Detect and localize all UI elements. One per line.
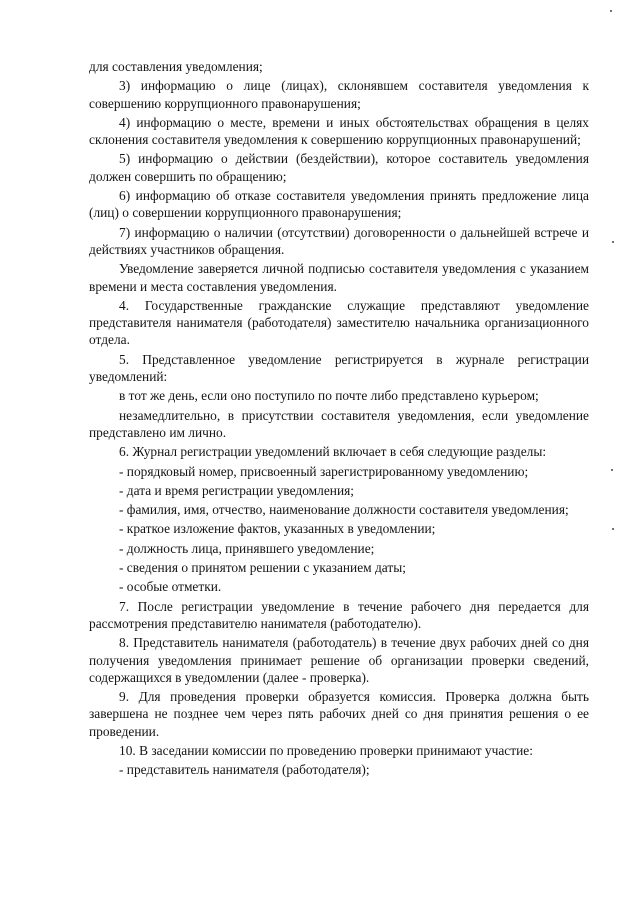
document-body: [89, 58, 589, 781]
list-item-datetime: - дата и время регистрации уведомления;: [119, 482, 354, 498]
list-item-employer-representative: - представитель нанимателя (работодателя);: [119, 762, 370, 778]
paragraph-clause-4: 4. Государственные гражданские служащие представляют уведомление представителя нанимателя (работодателя) заместителю начальника организационного отдела.: [89, 297, 589, 348]
paragraph-clause-5-mail: в тот же день, если оно поступило по почте либо представлено курьером;: [119, 388, 539, 404]
list-item-number: - порядковый номер, присвоенный зарегистрированному уведомлению;: [119, 463, 529, 479]
list-item-receiver-position: - должность лица, принявшего уведомление;: [119, 540, 375, 556]
list-item-decision: - сведения о принятом решении с указанием даты;: [119, 560, 406, 576]
scan-speck: [611, 469, 613, 471]
paragraph-item-5: 5) информацию о действии (бездействии), которое составитель уведомления должен совершить по обращению;: [89, 151, 589, 184]
paragraph-item-6: 6) информацию об отказе составителя уведомления принять предложение лица (лиц) о совершении коррупционного правонарушения;: [89, 188, 589, 221]
paragraph-item-3: 3) информацию о лице (лицах), склонявшем составителя уведомления к совершению коррупционного правонарушения;: [89, 78, 589, 111]
scan-speck: [610, 10, 612, 12]
paragraph-continuation: для составления уведомления;: [89, 59, 263, 74]
paragraph-clause-8: 8. Представитель нанимателя (работодатель) в течение двух рабочих дней со дня получения уведомления принимает решение об организации проверки сведений, содержащихся в уведомлении (далее - проверка).: [89, 635, 589, 685]
paragraph-clause-7: 7. После регистрации уведомление в течение рабочего дня передается для рассмотрения представителю нанимателя (работодателю).: [89, 598, 589, 631]
list-item-facts: - краткое изложение фактов, указанных в уведомлении;: [119, 521, 436, 537]
paragraph-clause-5-personal: незамедлительно, в присутствии составителя уведомления, если уведомление представлено им лично.: [89, 407, 589, 440]
scan-speck: [612, 528, 614, 530]
paragraph-clause-9: 9. Для проведения проверки образуется комиссия. Проверка должна быть завершена не позднее чем через пять рабочих дней со дня принятия решения о ее проведении.: [89, 689, 589, 739]
paragraph-clause-5: 5. Представленное уведомление регистрируется в журнале регистрации уведомлений:: [89, 351, 589, 385]
paragraph-item-7: 7) информацию о наличии (отсутствии) договоренности о дальнейшей встрече и действиях участников обращения.: [89, 224, 589, 257]
paragraph-clause-10: 10. В заседании комиссии по проведению проверки принимают участие:: [119, 742, 533, 758]
scan-speck: [612, 241, 614, 243]
paragraph-item-4: 4) информацию о месте, времени и иных обстоятельствах обращения в целях склонения составителя уведомления к совершению коррупционных правонарушений;: [89, 114, 589, 148]
list-item-special-notes: - особые отметки.: [119, 579, 222, 595]
paragraph-clause-6: 6. Журнал регистрации уведомлений включает в себя следующие разделы:: [119, 444, 547, 460]
paragraph-signature-note: Уведомление заверяется личной подписью составителя уведомления с указанием времени и места составления уведомления.: [89, 261, 589, 294]
list-item-name-position: - фамилия, имя, отчество, наименование должности составителя уведомления;: [119, 502, 569, 518]
